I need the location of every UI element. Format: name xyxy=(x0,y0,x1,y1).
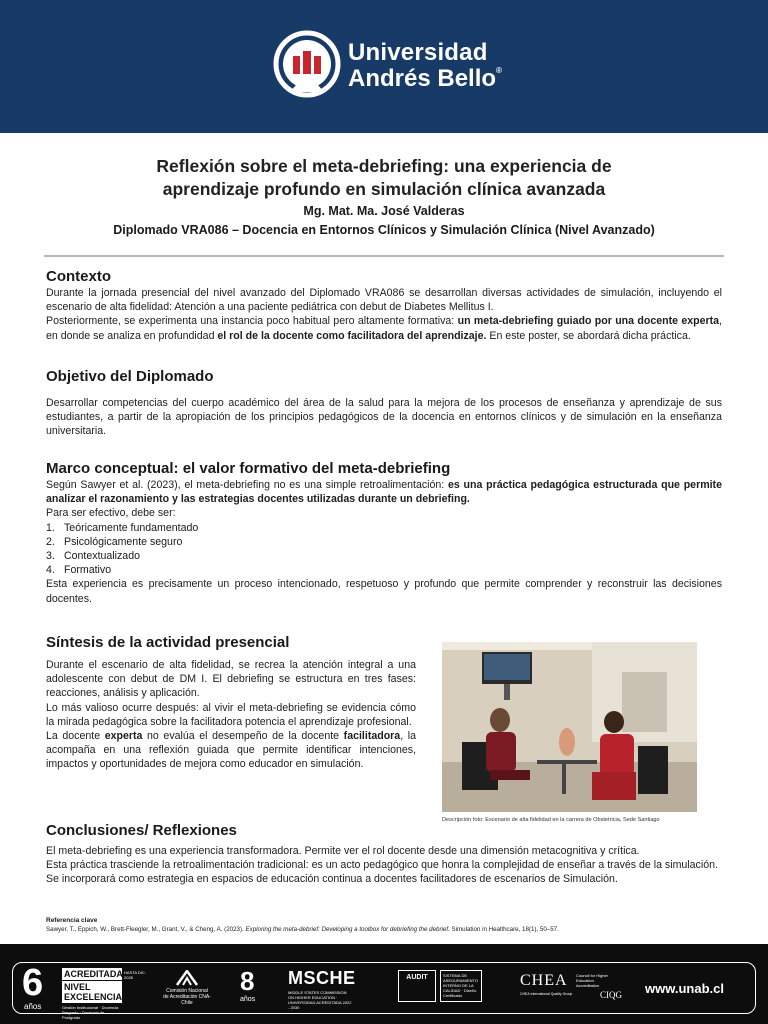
section-objetivo xyxy=(46,368,722,439)
chea-subtitle: Council for Higher Education Accreditation xyxy=(576,973,609,988)
accreditation-years: 6 xyxy=(22,962,44,1004)
marco-paragraph-1: Según Sawyer et al. (2023), el meta-debriefing no es una simple retroalimentación: es una práctica pedagógica estructurada que permite analizar el razonamiento y las estrategias docentes utilizadas durante un debriefing. xyxy=(46,479,722,506)
conclusiones-paragraph-2: Esta práctica trasciende la retroalimentación tradicional: es un acto pedagógico que honra la complejidad de enseñar a través de la simulación. xyxy=(46,859,718,872)
contexto-paragraph-2: Posteriormente, se experimenta una instancia poco habitual pero altamente formativa: un meta-debriefing guiado por una docente experta, en donde se analiza en profundidad el rol de la docente como facilitadora del aprendizaje. En este poster, se abordará dicha práctica. xyxy=(46,315,722,342)
accreditation-years-label: años xyxy=(24,1002,42,1011)
ciqg-subtitle: CHEA International Quality Group xyxy=(520,992,573,996)
audit-logo: AUDIT xyxy=(398,970,436,1002)
cna-icon xyxy=(175,970,199,986)
heading-objetivo: Objetivo del Diplomado xyxy=(46,368,214,385)
heading-marco: Marco conceptual: el valor formativo del meta-debriefing xyxy=(46,460,451,477)
section-contexto xyxy=(46,268,722,343)
objetivo-paragraph: Desarrollar competencias del cuerpo académico del área de la salud para la mejora de los procesos de enseñanza y aprendizaje de sus estudiantes, a partir de la apropiación de los principios pedagógicos de la docencia en entornos clínicos y de simulación en la enseñanza universitaria. xyxy=(46,397,722,438)
heading-contexto: Contexto xyxy=(46,268,111,285)
footer-banner xyxy=(0,944,768,1024)
list-item: 2. Psicológicamente seguro xyxy=(46,535,183,548)
reference-block xyxy=(46,916,736,934)
poster-program: Diplomado VRA086 – Docencia en Entornos Clínicos y Simulación Clínica (Nivel Avanzado) xyxy=(113,223,655,237)
list-item: 4. Formativo xyxy=(46,564,112,577)
list-item: 3. Contextualizado xyxy=(46,550,140,563)
logo-line-2: Andrés Bello® xyxy=(348,65,502,92)
section-conclusiones xyxy=(46,822,722,887)
section-sintesis xyxy=(46,634,416,772)
poster-author: Mg. Mat. Ma. José Valderas xyxy=(303,204,465,218)
marco-paragraph-2: Para ser efectivo, debe ser: xyxy=(46,507,176,520)
cna-accreditation-badge: ACREDITADA NIVEL EXCELENCIA Gestión Institucional · Docencia Pregrado · Docencia de Postgrado xyxy=(62,969,123,1020)
contexto-paragraph-1: Durante la jornada presencial del nivel avanzado del Diplomado VRA086 se desarrollan diversas actividades de simulación, incluyendo el escenario de alta fidelidad: Atención a una paciente pediátrica con debut de Diabetes Mellitus I. xyxy=(46,287,722,314)
reference-text: Sawyer, T., Eppich, W., Brett-Fleegler, M., Grant, V., & Cheng, A. (2023). Exploring the meta-debrief: Developing a toolbox for debriefing the debrief. Simulation in Healthcare, 18(1), 50–57. xyxy=(46,926,559,933)
audit-certification: SISTEMA DE ASEGURAMIENTO INTERNO DE LA CALIDAD · Diseño Certificado xyxy=(440,970,482,1002)
cna-logo: Comisión Nacional de Acreditación CNA-Chile xyxy=(163,970,211,1006)
list-item: 1. Teóricamente fundamentado xyxy=(46,521,199,534)
logo-line-1: Universidad xyxy=(348,39,488,66)
section-marco xyxy=(46,460,722,606)
header-banner xyxy=(0,0,768,133)
website-link[interactable]: www.unab.cl xyxy=(645,981,724,996)
heading-conclusiones: Conclusiones/ Reflexiones xyxy=(46,822,237,839)
ciqg-logo: CIQG xyxy=(600,990,622,1000)
msche-logo: MSCHE xyxy=(288,968,356,988)
chea-logo: CHEA xyxy=(520,972,568,989)
sintesis-paragraph-3: La docente experta no evalúa el desempeño de la docente facilitadora, la acompaña en una reflexión guiada que permite identificar intenciones, impactos y oportunidades de mejora como educador en simulación. xyxy=(46,730,417,771)
simulation-photo xyxy=(442,642,697,812)
reference-heading: Referencia clave xyxy=(46,917,98,924)
msche-years-label: años xyxy=(240,996,256,1003)
sintesis-paragraph-2: Lo más valioso ocurre después: al vivir el meta-debriefing se evidencia cómo la mirada pedagógica sobre la facilitadora potencia el aprendizaje profesional. xyxy=(46,701,416,728)
poster-title-line-1: Reflexión sobre el meta-debriefing: una experiencia de xyxy=(156,156,612,176)
conclusiones-paragraph-1: El meta-debriefing es una experiencia transformadora. Permite ver el rol docente desde una dimensión metacognitiva y crítica. xyxy=(46,845,640,857)
msche-years: 8 xyxy=(240,966,255,996)
poster-title-line-2: aprendizaje profundo en simulación clínica avanzada xyxy=(162,179,606,199)
seal-icon xyxy=(272,30,342,102)
conclusiones-paragraph-3: Se incorporará como estrategia en espacios de educación continua a docentes facilitadores de escenarios de Simulación. xyxy=(46,873,618,886)
msche-subtitle: MIDDLE STATES COMMISSION ON HIGHER EDUCATION · UNIVERSIDAD ACREDITADA 2022 - 2030 xyxy=(288,990,352,1010)
poster-title-block xyxy=(20,155,748,239)
heading-sintesis: Síntesis de la actividad presencial xyxy=(46,634,290,651)
marco-paragraph-3: Esta experiencia es precisamente un proceso intencionado, respetuoso y profundo que permite comprender y reconstruir las decisiones docentes. xyxy=(46,578,722,605)
photo-caption: Descripción foto: Escenario de alta fidelidad en la carrera de Obstetricia, Sede Santiago xyxy=(442,817,660,823)
university-logo[interactable] xyxy=(272,30,502,102)
marco-list xyxy=(46,521,722,578)
registered-mark: ® xyxy=(496,66,502,75)
sintesis-paragraph-1: Durante el escenario de alta fidelidad, se recrea la atención integral a una adolescente con debut de DM I. El debriefing se estructura en tres fases: reacciones, análisis y aplicación. xyxy=(46,659,416,700)
title-divider xyxy=(44,255,724,257)
accreditation-validity: HASTA DIC. 2028 xyxy=(124,970,146,980)
